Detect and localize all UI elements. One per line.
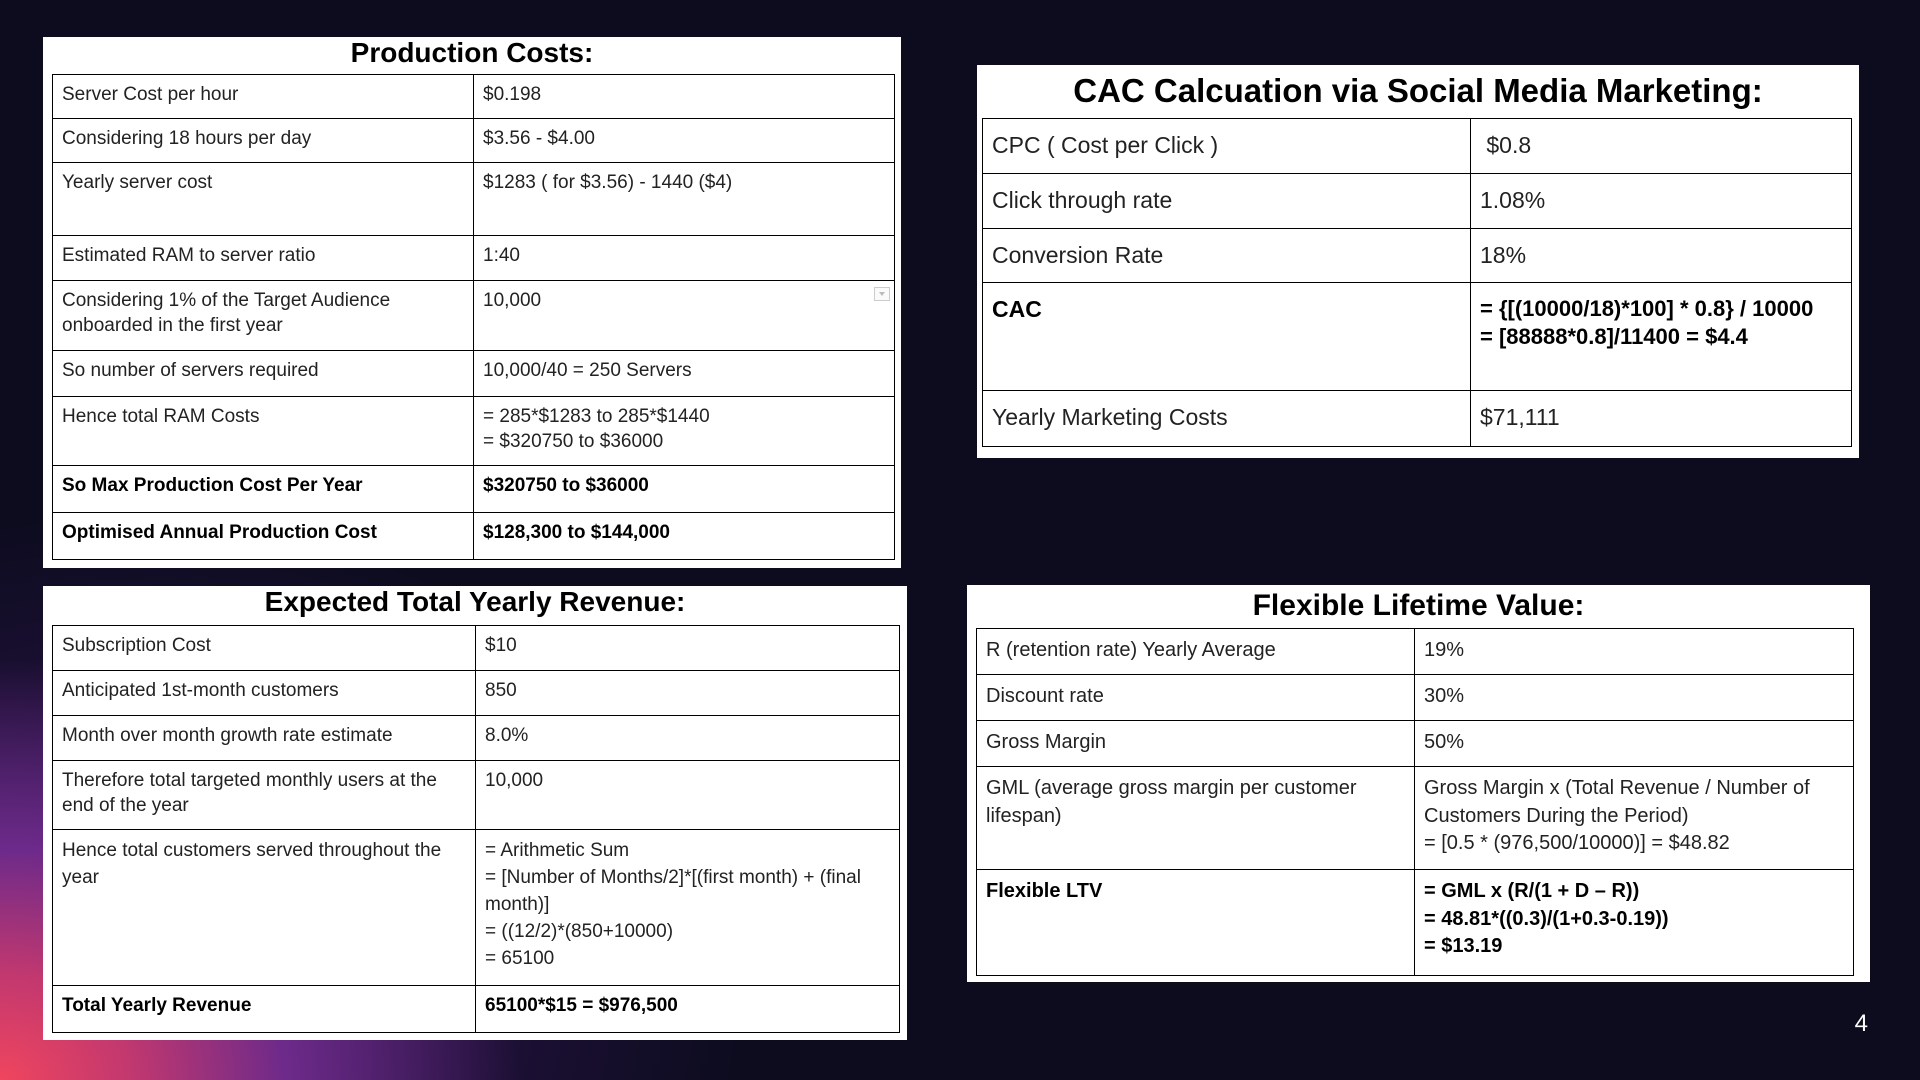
table-row [977,721,1854,767]
row-value: $10 [476,626,900,671]
row-label: Optimised Annual Production Cost [53,513,474,560]
row-label: Hence total customers served throughout the year [53,830,476,986]
row-value: = {[(10000/18)*100] * 0.8} / 10000 = [88888*0.8]/11400 = $4.4 [1471,283,1852,391]
table-row [983,283,1852,391]
row-label: Click through rate [983,174,1471,229]
row-value: $320750 to $36000 [474,466,895,513]
row-label: So Max Production Cost Per Year [53,466,474,513]
row-value: = 285*$1283 to 285*$1440 = $320750 to $36000 [474,397,895,466]
table-row [983,119,1852,174]
table-row [53,281,895,351]
table-row [977,629,1854,675]
production-costs-table [52,74,895,560]
row-value: 50% [1415,721,1854,767]
table-row [53,761,900,830]
table-row [53,119,895,163]
table-row [53,397,895,466]
row-value: $71,111 [1471,391,1852,447]
table-row [53,466,895,513]
row-label: Gross Margin [977,721,1415,767]
ltv-table [976,628,1854,976]
dropdown-icon[interactable] [874,287,890,301]
row-label: CAC [983,283,1471,391]
table-row [983,391,1852,447]
row-value: $128,300 to $144,000 [474,513,895,560]
table-row [53,716,900,761]
slide-number: 4 [1854,1010,1868,1037]
row-value: $1283 ( for $3.56) - 1440 ($4) [474,163,895,236]
row-label: Total Yearly Revenue [53,986,476,1033]
row-label: Month over month growth rate estimate [53,716,476,761]
row-label: So number of servers required [53,351,474,397]
row-label: Flexible LTV [977,870,1415,976]
row-value: 8.0% [476,716,900,761]
row-value: 1:40 [474,236,895,281]
row-value: 19% [1415,629,1854,675]
row-value: 10,000 [476,761,900,830]
row-value: $3.56 - $4.00 [474,119,895,163]
revenue-panel [43,586,907,1040]
table-row [53,351,895,397]
table-row [977,767,1854,870]
table-row [977,870,1854,976]
row-label: Subscription Cost [53,626,476,671]
row-label: R (retention rate) Yearly Average [977,629,1415,675]
row-value: = Arithmetic Sum = [Number of Months/2]*[(first month) + (final month)] = ((12/2)*(850+10000) = 65100 [476,830,900,986]
row-value: 18% [1471,229,1852,283]
row-label: Yearly Marketing Costs [983,391,1471,447]
cac-title: CAC Calcuation via Social Media Marketing: [1073,72,1763,109]
revenue-table [52,625,900,1033]
row-label: Considering 1% of the Target Audience onboarded in the first year [53,281,474,351]
ltv-title: Flexible Lifetime Value: [1252,589,1585,622]
production-costs-panel [43,37,901,568]
row-value: 30% [1415,675,1854,721]
row-value: = GML x (R/(1 + D – R)) = 48.81*((0.3)/(1+0.3-0.19)) = $13.19 [1415,870,1854,976]
row-value: Gross Margin x (Total Revenue / Number of Customers During the Period) = [0.5 * (976,500/10000)] = $48.82 [1415,767,1854,870]
row-label: Estimated RAM to server ratio [53,236,474,281]
table-row [53,513,895,560]
table-row [983,174,1852,229]
ltv-panel [967,585,1870,982]
row-label: Considering 18 hours per day [53,119,474,163]
row-value: $0.198 [474,75,895,119]
row-value-text: 10,000 [483,290,542,311]
table-row [53,75,895,119]
cac-table [982,118,1852,447]
table-row [983,229,1852,283]
table-row [53,986,900,1033]
row-value: 10,000/40 = 250 Servers [474,351,895,397]
table-row [977,675,1854,721]
row-label: Hence total RAM Costs [53,397,474,466]
production-costs-title: Production Costs: [350,37,594,68]
row-label: CPC ( Cost per Click ) [983,119,1471,174]
row-value [474,281,895,351]
row-value: 1.08% [1471,174,1852,229]
table-row [53,626,900,671]
row-label: Discount rate [977,675,1415,721]
table-row [53,236,895,281]
row-label: Yearly server cost [53,163,474,236]
table-row [53,163,895,236]
row-label: Therefore total targeted monthly users at the end of the year [53,761,476,830]
cac-panel [977,65,1859,458]
revenue-title: Expected Total Yearly Revenue: [264,586,686,617]
table-row [53,830,900,986]
table-row [53,671,900,716]
row-value: 850 [476,671,900,716]
row-value: $0.8 [1471,119,1852,174]
row-label: Conversion Rate [983,229,1471,283]
row-value: 65100*$15 = $976,500 [476,986,900,1033]
row-label: Anticipated 1st-month customers [53,671,476,716]
row-label: Server Cost per hour [53,75,474,119]
row-label: GML (average gross margin per customer lifespan) [977,767,1415,870]
